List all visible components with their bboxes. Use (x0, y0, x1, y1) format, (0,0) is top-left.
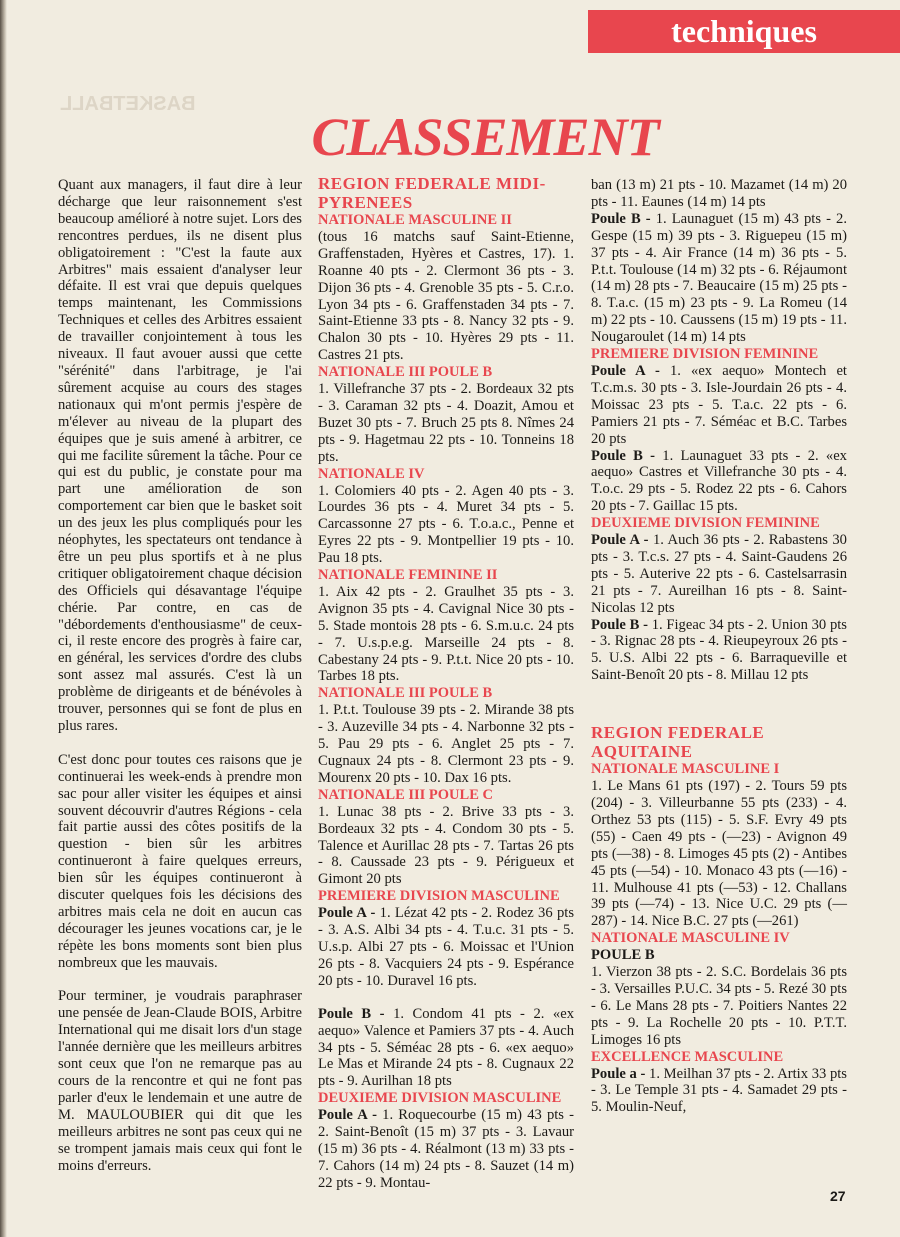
division-heading: NATIONALE III POULE B (318, 364, 493, 381)
standings-entry (318, 1006, 574, 1091)
bleed-through-text: BASKETBALL (60, 93, 196, 115)
section-tag: techniques (588, 10, 900, 53)
standings-entry (318, 1107, 574, 1192)
poule-label: Poule A - (318, 1107, 377, 1124)
division-heading: NATIONALE FEMININE II (318, 567, 498, 584)
standings-text: 1. Condom 41 pts - 2. «ex aequo» Valence et Pamiers 37 pts - 4. Auch 34 pts - 5. Séméac 28 pts - 6. «ex aequo» Le Mas et Mirande 24 pts - 8. Cugnaux 22 pts - 9. Aurilhan 18 pts (318, 1005, 574, 1090)
standings-entry: 1. Villefranche 37 pts - 2. Bordeaux 32 pts - 3. Caraman 32 pts - 4. Doazit, Amou et Buzet 30 pts - 7. Bruch 25 pts 8. Nîmes 24 pts - 9. Hagetmau 22 pts - 10. Tonneins 18 pts. (318, 381, 574, 465)
standings-entry (591, 448, 847, 516)
page-number: 27 (830, 1188, 846, 1204)
region-heading: REGION FEDERALE AQUITAINE (591, 723, 765, 761)
poule-heading (591, 947, 847, 964)
division-heading: NATIONALE III POULE C (318, 786, 493, 803)
division-heading: NATIONALE MASCULINE IV (591, 930, 790, 947)
division-heading: NATIONALE MASCULINE II (318, 212, 512, 228)
standings-entry (318, 905, 574, 990)
poule-label: Poule B - (591, 616, 648, 633)
standings-text: 1. «ex aequo» Montech et T.c.m.s. 30 pts - 3. Isle-Jourdain 26 pts - 4. Moissac 23 pts - 5. T.a.c. 22 pts - 6. Pamiers 21 pts - 7. Séméac et B.C. Tarbes 20 pts (591, 362, 847, 447)
article-paragraph: C'est donc pour toutes ces raisons que je continuerai les week-ends à prendre mon sac pour aller visiter les équipes et ainsi souvent découvrir d'autres Régions - cela fait partie aussi des côtes positifs de la question - bien sûr les arbitres continueront à faire quelques erreurs, bien sûr les équipes continueront à discuter quelques fois les décisions des arbitres mais cela ne doit en aucun cas décourager les jeunes vocations car, je le répète les bons moments sont bien plus nombreux que les mauvais. (58, 751, 302, 971)
division-heading: PREMIERE DIVISION MASCULINE (318, 888, 560, 905)
region-heading: REGION FEDERALE MIDI-PYRENEES (318, 174, 546, 212)
standings-entry (591, 363, 847, 448)
division-heading: DEUXIEME DIVISION MASCULINE (318, 1090, 562, 1107)
division-heading: EXCELLENCE MASCULINE (591, 1048, 784, 1065)
division-heading: NATIONALE III POULE B (318, 685, 493, 702)
division-heading: NATIONALE MASCULINE I (591, 761, 780, 778)
standings-entry: ban (13 m) 21 pts - 10. Mazamet (14 m) 20 pts - 11. Eaunes (14 m) 14 pts (591, 177, 847, 210)
standings-entry: 1. Lunac 38 pts - 2. Brive 33 pts - 3. Bordeaux 32 pts - 4. Condom 30 pts - 5. Talence et Aurillac 28 pts - 7. Tartas 26 pts - 8. Caussade 23 pts - 9. Périgueux et Gimont 20 pts (318, 803, 574, 888)
poule-label: POULE B (591, 947, 655, 964)
standings-entry: 1. Le Mans 61 pts (197) - 2. Tours 59 pts (204) - 3. Villeurbanne 55 pts (233) - 4. Orthez 53 pts (115) - 5. S.F. Evry 49 pts (55) - Caen 49 pts - (—23) - Avignon 49 pts (—38) - 8. Limoges 45 pts (2) - Antibes 45 pts (—54) - 10. Monaco 43 pts (—16) - 11. Mulhouse 41 pts (—53) - 12. Challans 39 pts (—74) - 13. Nice U.C. 29 pts (—287) - 14. Nice B.C. 27 pts (—261) (591, 778, 847, 930)
standings-text: 1. Auch 36 pts - 2. Rabastens 30 pts - 3. T.c.s. 27 pts - 4. Saint-Gaudens 26 pts - 5. Auterive 22 pts - 6. Castelsarrasin 21 pts - 7. Aureilhan 16 pts - 8. Saint-Nicolas 12 pts (591, 532, 847, 616)
standings-text: 1. Launaguet 33 pts - 2. «ex aequo» Castres et Villefranche 30 pts - 4. T.o.c. 29 pts - 5. Rodez 22 pts - 6. Cahors 20 pts - 7. Gaillac 15 pts. (591, 447, 847, 515)
standings-entry: 1. P.t.t. Toulouse 39 pts - 2. Mirande 38 pts - 3. Auzeville 34 pts - 4. Narbonne 32 pts - 5. Pau 29 pts - 6. Anglet 25 pts - 7. Cugnaux 24 pts - 8. Clermont 23 pts - 9. Mourenx 20 pts - 10. Dax 16 pts. (318, 702, 574, 786)
standings-entry: (tous 16 matchs sauf Saint-Etienne, Graffenstaden, Hyères et Castres, 17). 1. Roanne 40 pts - 2. Clermont 36 pts - 3. Dijon 36 pts - 4. Grenoble 35 pts - 5. C.r.o. Lyon 34 pts - 6. Graffenstaden 34 pts - 7. Saint-Etienne 33 pts - 8. Nancy 32 pts - 9. Chalon 30 pts - 10. Hyères 29 pts - 11. Castres 21 pts. (318, 228, 574, 364)
page-title: CLASSEMENT (311, 107, 659, 168)
poule-label: Poule B - (591, 447, 656, 464)
standings-entry (591, 617, 847, 685)
article-paragraph: Pour terminer, je voudrais paraphraser une pensée de Jean-Claude BOIS, Arbitre International qui me disait lors d'un stage l'année dernière que les meilleurs arbitres sont ceux que l'on ne remarque pas au cours de la rencontre et qui ne font pas parler d'eux le lendemain et une autre de M. MAULOUBIER qui dit que les meilleurs arbitres ne sont pas ceux qui ne se trompent jamais mais ceux qui font le moins d'erreurs. (58, 988, 302, 1174)
article-paragraph: Quant aux managers, il faut dire à leur décharge que leur raisonnement s'est beaucoup amélioré à notre sujet. Lors des rencontres perdues, ils ne disent plus obligatoirement : "C'est la faute aux Arbitres" mais essaient d'analyser leur défaite. Il est vrai que depuis quelques temps maintenant, les Commissions Techniques et celles des Arbitres essaient de travailler conjointement à tous les niveaux. Il faut avouer aussi que cette "sérénité" dans l'arbitrage, je l'ai sûrement acquise au cours des stages nationaux qui m'ont permis j'espère de m'élever au niveau de la plupart des équipes que je suis amené à arbitrer, ce qui me facilite sûrement la tâche. Pour ce qui est du public, je constate pour ma part une amélioration de son comportement car bien que le basket soit un des jeux les plus compliqués pour les néophytes, les spectateurs ont tendance à être un peu plus sportifs et à ne plus critiquer obligatoirement chaque décision des Officiels qui désavantage l'équipe chérie. Par contre, en cas de "débordements d'enthousiasme" de ceux-ci, il reste encore des progrès à faire car, en général, les services d'ordre des clubs sont assez mal assurés. C'est là un problème de dirigeants et de bénévoles à trouver, personnes qui se font de plus en plus rares. (58, 177, 302, 734)
spacer (591, 684, 847, 724)
spacer (318, 990, 574, 1006)
standings-entry (591, 1066, 847, 1117)
standings-entry: 1. Aix 42 pts - 2. Graulhet 35 pts - 3. Avignon 35 pts - 4. Cavignal Nice 30 pts - 5. Stade montois 28 pts - 6. S.m.u.c. 24 pts - 7. U.s.p.e.g. Marseille 24 pts - 8. Cabestany 24 pts - 9. P.t.t. Nice 20 pts - 10. Tarbes 18 pts. (318, 583, 574, 685)
page-binding-shadow (0, 0, 7, 1237)
standings-entry (591, 532, 847, 617)
standings-text: 1. Launaguet (15 m) 43 pts - 2. Gespe (15 m) 39 pts - 3. Riguepeu (15 m) 37 pts - 4. Air France (14 m) 36 pts - 5. P.t.t. Toulouse (14 m) 32 pts - 6. Réjaumont (14 m) 28 pts - 7. Beaucaire (15 m) 25 pts - 8. T.a.c. (15 m) 23 pts - 9. La Romeu (14 m) 22 pts - 10. Caussens (15 m) 19 pts - 11. Nougaroulet (14 m) 14 pts (591, 210, 847, 346)
standings-text: 1. Lézat 42 pts - 2. Rodez 36 pts - 3. A.S. Albi 34 pts - 4. T.u.c. 31 pts - 5. U.s.p. Albi 27 pts - 6. Moissac et l'Union 26 pts - 8. Vacquiers 24 pts - 9. Espérance 20 pts - 10. Duravel 16 pts. (318, 905, 574, 989)
standings-entry (591, 211, 847, 346)
standings-column-3 (591, 177, 847, 1116)
division-heading: NATIONALE IV (318, 465, 425, 482)
division-heading: DEUXIEME DIVISION FEMININE (591, 515, 820, 532)
division-heading: PREMIERE DIVISION FEMININE (591, 346, 819, 363)
poule-label: Poule B - (591, 210, 651, 227)
poule-label: Poule A - (318, 905, 376, 922)
poule-label: Poule B - (318, 1005, 385, 1022)
standings-entry: 1. Vierzon 38 pts - 2. S.C. Bordelais 36 pts - 3. Versailles P.U.C. 34 pts - 5. Rezé 30 pts - 6. Le Mans 28 pts - 7. Poitiers Nantes 22 pts - 9. La Rochelle 20 pts - 10. P.T.T. Limoges 16 pts (591, 964, 847, 1048)
poule-label: Poule a - (591, 1065, 646, 1082)
standings-text: 1. Roquecourbe (15 m) 43 pts - 2. Saint-Benoît (15 m) 37 pts - 3. Lavaur (15 m) 36 pts - 4. Réalmont (13 m) 33 pts - 7. Cahors (14 m) 24 pts - 8. Sauzet (14 m) 22 pts - 9. Montau- (318, 1107, 574, 1191)
standings-column-2 (318, 175, 574, 1192)
poule-label: Poule A - (591, 532, 649, 549)
article-column (58, 177, 302, 1191)
standings-text: 1. Figeac 34 pts - 2. Union 30 pts - 3. Rignac 28 pts - 4. Rieupeyroux 26 pts - 5. U.S. Albi 22 pts - 6. Barraqueville et Saint-Benoît 20 pts - 8. Millau 12 pts (591, 616, 847, 684)
poule-label: Poule A - (591, 362, 660, 379)
standings-text: 1. Meilhan 37 pts - 2. Artix 33 pts - 3. Le Temple 31 pts - 4. Samadet 29 pts - 5. Moulin-Neuf, (591, 1065, 847, 1116)
standings-entry: 1. Colomiers 40 pts - 2. Agen 40 pts - 3. Lourdes 36 pts - 4. Muret 34 pts - 5. Carcassonne 27 pts - 6. T.o.a.c., Penne et Eyres 22 pts - 9. Montpellier 19 pts - 10. Pau 18 pts. (318, 482, 574, 567)
